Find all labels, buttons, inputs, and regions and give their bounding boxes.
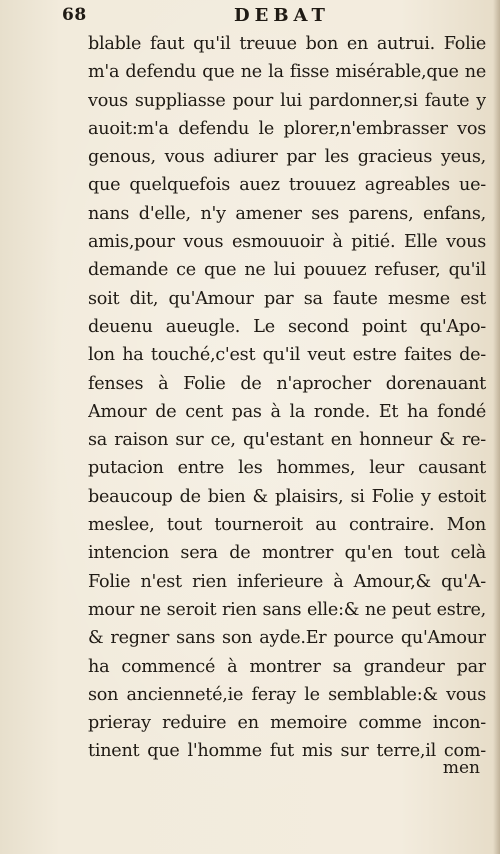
text-line: soit dit, qu'Amour par sa faute mesme est bbox=[88, 288, 486, 309]
text-line: putacion entre les hommes, leur causant bbox=[88, 458, 486, 479]
text-line: Amour de cent pas à la ronde. Et ha fondé bbox=[88, 401, 486, 422]
text-line: & regner sans son ayde.Er pource qu'Amour bbox=[88, 628, 486, 649]
text-line: fenses à Folie de n'aprocher dorenauant bbox=[88, 373, 486, 394]
body-text bbox=[88, 30, 486, 766]
text-line: ha commencé à montrer sa grandeur par bbox=[88, 656, 486, 677]
text-line: son ancienneté,ie feray le semblable:& vous bbox=[88, 684, 486, 705]
text-line: nans d'elle, n'y amener ses parens, enfans, bbox=[88, 203, 486, 224]
text-line: vous suppliasse pour lui pardonner,si faute y bbox=[88, 90, 486, 111]
text-line: beaucoup de bien & plaisirs, si Folie y estoit bbox=[88, 486, 486, 507]
text-line: prieray reduire en memoire comme incon- bbox=[88, 713, 486, 734]
text-line: demande ce que ne lui pouuez refuser, qu'il bbox=[88, 260, 486, 281]
text-line: amis,pour vous esmouuoir à pitié. Elle vous bbox=[88, 232, 486, 253]
text-line: que quelquefois auez trouuez agreables ue- bbox=[88, 175, 486, 196]
text-line: intencion sera de montrer qu'en tout celà bbox=[88, 543, 486, 564]
text-line: genous, vous adiurer par les gracieus yeus, bbox=[88, 147, 486, 168]
text-line: m'a defendu que ne la fisse misérable,que ne bbox=[88, 62, 486, 83]
page-edge-shadow bbox=[493, 0, 500, 854]
page-header bbox=[62, 5, 482, 27]
text-line: deuenu aueugle. Le second point qu'Apo- bbox=[88, 316, 486, 337]
text-line: tinent que l'homme fut mis sur terre,il com- bbox=[88, 741, 486, 762]
text-line: blable faut qu'il treuue bon en autrui. Folie bbox=[88, 34, 486, 54]
text-line: mour ne seroit rien sans elle:& ne peut estre, bbox=[88, 599, 486, 620]
running-title: DEBAT bbox=[234, 5, 330, 26]
text-line: auoit:m'a defendu le plorer,n'embrasser vos bbox=[88, 118, 486, 139]
text-line: Folie n'est rien inferieure à Amour,& qu'A- bbox=[88, 571, 486, 592]
text-line: meslee, tout tourneroit au contraire. Mon bbox=[88, 515, 486, 536]
page-number: 68 bbox=[62, 5, 87, 25]
catchword: men bbox=[442, 758, 480, 778]
text-line: lon ha touché,c'est qu'il veut estre faites de- bbox=[88, 345, 486, 366]
text-line: sa raison sur ce, qu'estant en honneur & re- bbox=[88, 430, 486, 451]
